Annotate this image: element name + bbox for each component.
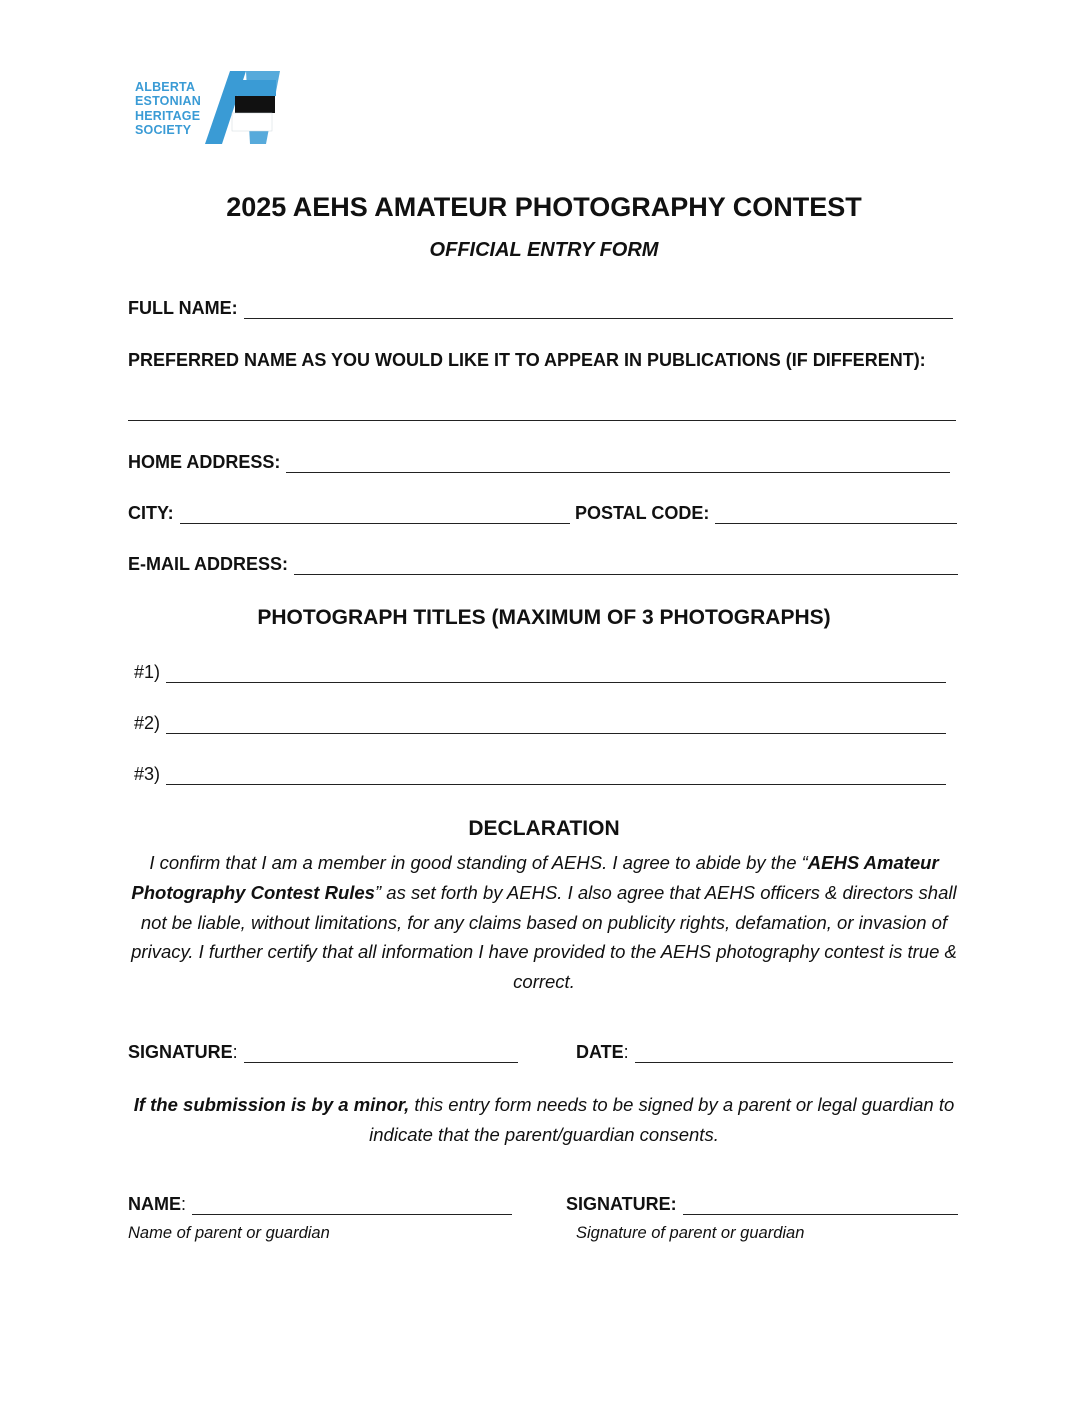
- postal-code-row: [575, 503, 957, 524]
- minor-notice-lead: If the submission is by a minor,: [133, 1094, 410, 1115]
- minor-notice: [120, 1090, 968, 1150]
- guardian-signature-caption: Signature of parent or guardian: [576, 1224, 805, 1242]
- declaration-text: [120, 848, 968, 997]
- home-address-label: HOME ADDRESS:: [128, 452, 281, 472]
- page-title: 2025 AEHS AMATEUR PHOTOGRAPHY CONTEST: [226, 192, 862, 222]
- page-subtitle: OFFICIAL ENTRY FORM: [429, 239, 659, 261]
- photo-title-field-2[interactable]: [166, 715, 946, 734]
- guardian-name-colon: :: [181, 1194, 187, 1214]
- photo-title-row-2: [134, 713, 946, 734]
- guardian-signature-label: SIGNATURE:: [566, 1194, 677, 1214]
- email-label: E-MAIL ADDRESS:: [128, 554, 289, 574]
- guardian-signature-row: [566, 1194, 958, 1215]
- city-row: [128, 503, 570, 524]
- photo-number-2: #2): [134, 713, 161, 733]
- declaration-text-after: ” as set forth by AEHS. I also agree that AEHS officers & directors shall not be liable, without limitations, for any claims based on publicity rights, defamation, or invasion of privacy. I further certify that all information I have provided to the AEHS photography contest is true & correct.: [131, 881, 957, 993]
- email-row: [128, 554, 958, 575]
- logo-flag-blue: [238, 80, 276, 96]
- email-field[interactable]: [294, 556, 958, 575]
- photo-title-field-1[interactable]: [166, 664, 946, 683]
- logo-line-3: HERITAGE: [135, 108, 201, 123]
- guardian-name-caption: Name of parent or guardian: [128, 1224, 330, 1242]
- photo-title-field-3[interactable]: [166, 766, 946, 785]
- signature-colon: :: [232, 1042, 238, 1062]
- city-field[interactable]: [180, 505, 570, 524]
- home-address-row: [128, 452, 950, 473]
- signature-label: SIGNATURE: [128, 1042, 233, 1062]
- date-row: [576, 1042, 953, 1063]
- full-name-label: FULL NAME:: [128, 298, 238, 318]
- photo-number-1: #1): [134, 662, 161, 682]
- date-colon: :: [623, 1042, 629, 1062]
- preferred-name-label: PREFERRED NAME AS YOU WOULD LIKE IT TO APPEAR IN PUBLICATIONS (IF DIFFERENT):: [128, 350, 926, 370]
- logo-line-2: ESTONIAN: [135, 94, 201, 109]
- full-name-row: [128, 298, 953, 319]
- photo-title-row-1: [134, 662, 946, 683]
- logo-line-1: ALBERTA: [135, 80, 196, 94]
- preferred-name-field[interactable]: [128, 402, 956, 421]
- guardian-name-row: [128, 1194, 512, 1215]
- logo-line-4: SOCIETY: [135, 122, 192, 137]
- minor-notice-text: this entry form needs to be signed by a parent or legal guardian to indicate that the parent/guardian consents.: [369, 1094, 955, 1145]
- photo-number-3: #3): [134, 764, 161, 784]
- city-label: CITY:: [128, 503, 174, 523]
- contest-rules-name: AEHS Amateur Photography Contest Rules: [131, 852, 939, 903]
- logo-flag-white: [232, 113, 272, 131]
- date-label: DATE: [576, 1042, 624, 1062]
- aehs-logo-icon: [200, 66, 284, 150]
- full-name-field[interactable]: [244, 300, 953, 319]
- declaration-text-before: I confirm that I am a member in good standing of AEHS. I agree to abide by the “: [149, 852, 808, 873]
- signature-row: [128, 1042, 518, 1063]
- home-address-field[interactable]: [286, 454, 950, 473]
- postal-code-label: POSTAL CODE:: [575, 503, 710, 523]
- signature-field[interactable]: [244, 1044, 518, 1063]
- guardian-signature-field[interactable]: [683, 1196, 958, 1215]
- guardian-name-field[interactable]: [192, 1196, 512, 1215]
- postal-code-field[interactable]: [715, 505, 957, 524]
- logo-flag-black: [235, 96, 275, 113]
- guardian-name-label: NAME: [128, 1194, 181, 1214]
- photo-titles-heading: PHOTOGRAPH TITLES (MAXIMUM OF 3 PHOTOGRAPHS): [257, 606, 831, 629]
- logo-text: [135, 80, 201, 137]
- declaration-heading: DECLARATION: [468, 817, 620, 840]
- photo-title-row-3: [134, 764, 946, 785]
- preferred-name-row: [128, 350, 926, 371]
- date-field[interactable]: [635, 1044, 953, 1063]
